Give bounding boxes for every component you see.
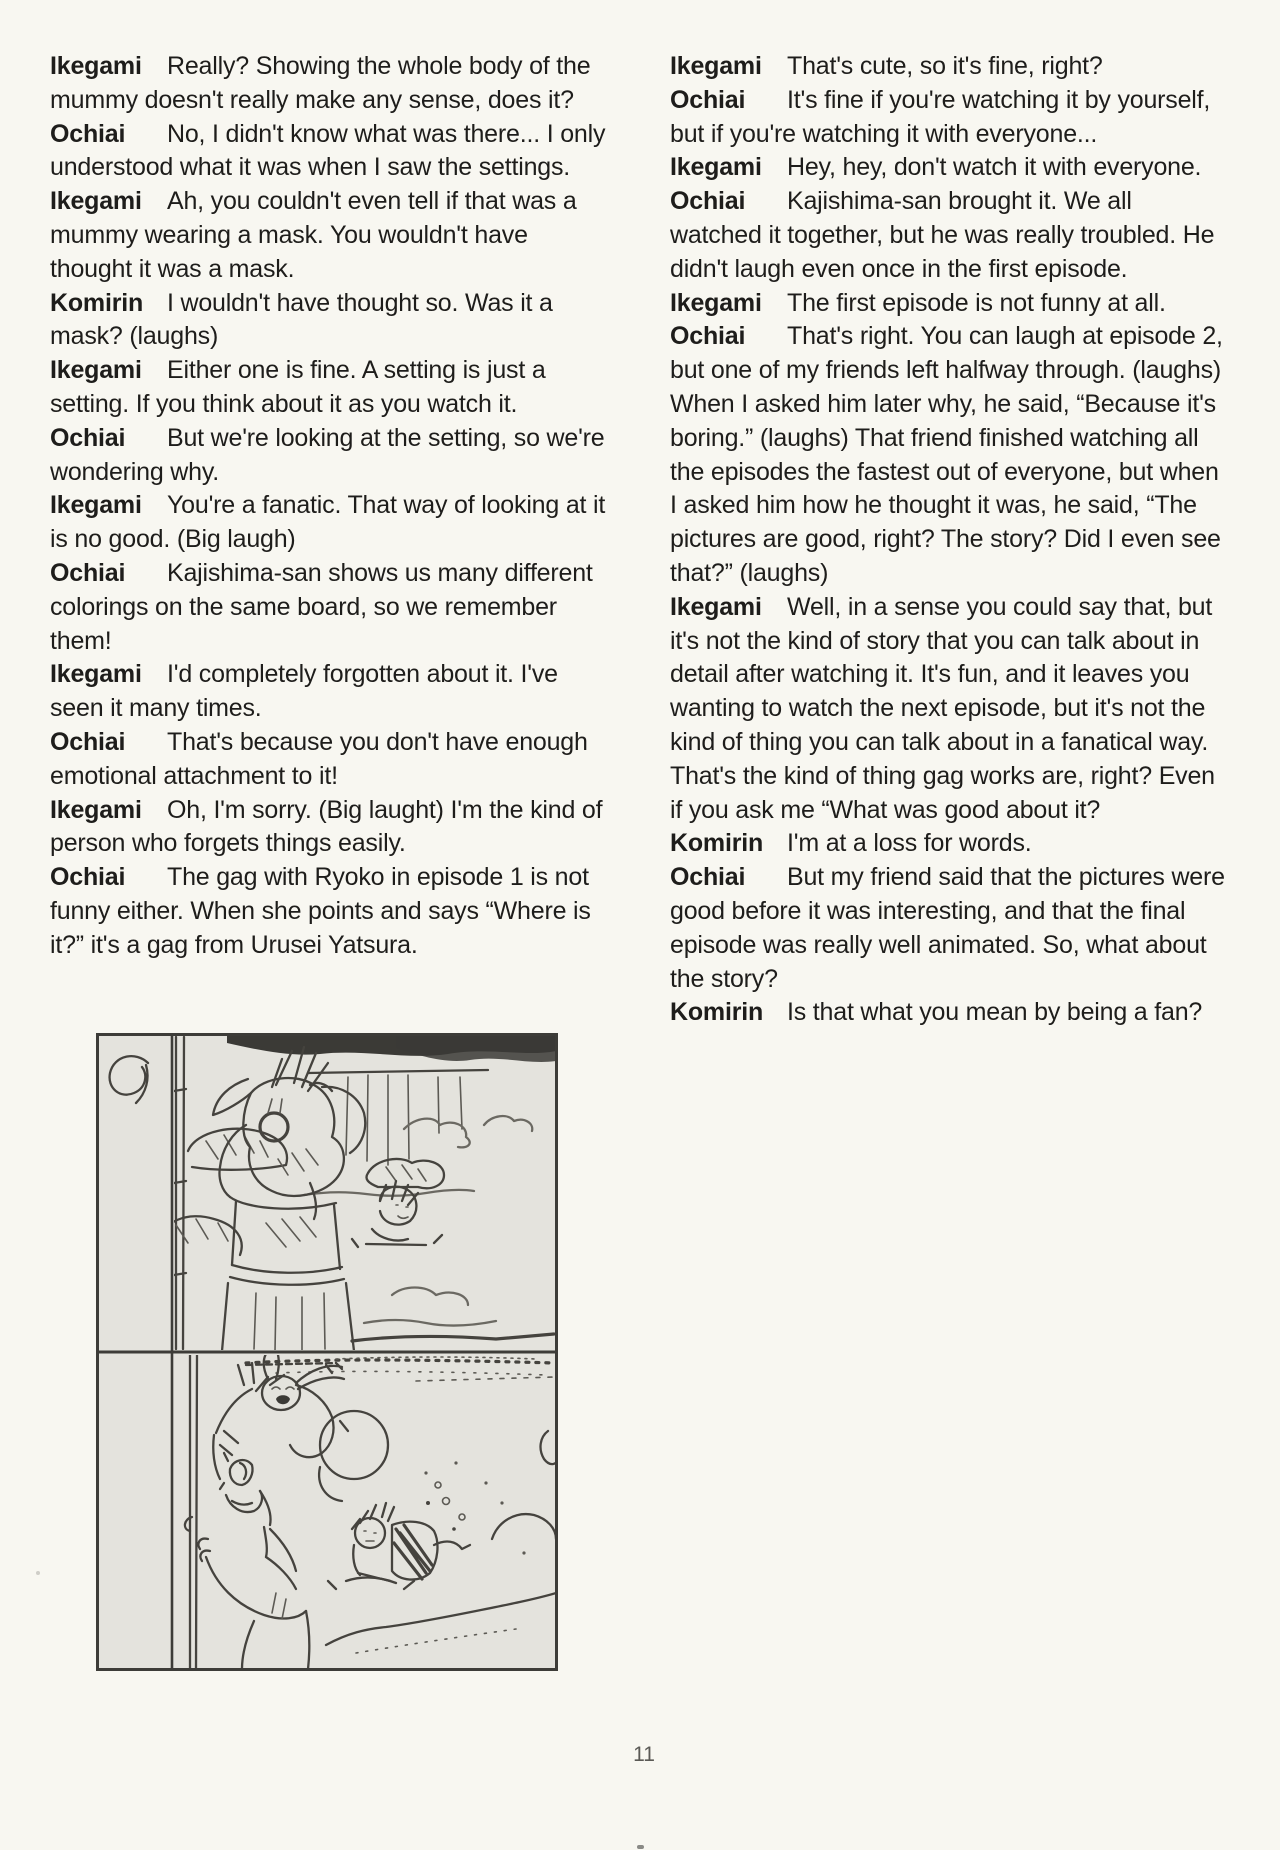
dialogue-speaker: Komirin: [670, 829, 764, 858]
dialogue-column-right: [670, 50, 1226, 1030]
dialogue-paragraph: [50, 658, 610, 726]
dialogue-speaker: Ochiai: [670, 85, 746, 114]
dialogue-text: I wouldn't have thought so. Was it a mask? (laughs): [50, 288, 553, 351]
dialogue-paragraph: [670, 185, 1226, 286]
dialogue-speaker: Ochiai: [670, 863, 746, 892]
dialogue-speaker: Ikegami: [50, 795, 142, 824]
dialogue-text: The gag with Ryoko in episode 1 is not funny either. When she points and says “Where is it?” it's a gag from Urusei Yatsura.: [50, 863, 591, 959]
dialogue-text: The first episode is not funny at all.: [787, 288, 1166, 317]
dialogue-text: Oh, I'm sorry. (Big laught) I'm the kind of person who forgets things easily.: [50, 795, 603, 858]
dialogue-paragraph: [670, 827, 1226, 861]
dialogue-speaker: Ochiai: [50, 119, 126, 148]
dialogue-text: Ah, you couldn't even tell if that was a mummy wearing a mask. You wouldn't have thought it was a mask.: [50, 187, 577, 283]
dialogue-speaker: Ikegami: [50, 52, 142, 80]
dialogue-paragraph: [670, 996, 1226, 1030]
dialogue-paragraph: [50, 354, 610, 422]
dialogue-text: No, I didn't know what was there... I only understood what it was when I saw the settings.: [50, 119, 606, 182]
storyboard-sketch-drawing: [96, 1033, 558, 1671]
bottom-edge-mark: [637, 1845, 644, 1849]
dialogue-speaker: Ochiai: [670, 187, 746, 216]
dialogue-paragraph: [50, 861, 610, 962]
dialogue-text: Is that what you mean by being a fan?: [787, 998, 1203, 1027]
dialogue-speaker: Ikegami: [670, 288, 762, 317]
dialogue-paragraph: [670, 287, 1226, 321]
dialogue-speaker: Ochiai: [50, 863, 126, 892]
dialogue-paragraph: [50, 50, 610, 118]
dialogue-text: Kajishima-san shows us many different colorings on the same board, so we remember them!: [50, 558, 593, 655]
dialogue-paragraph: [670, 151, 1226, 185]
dialogue-speaker: Ikegami: [50, 356, 142, 385]
dialogue-paragraph: [50, 185, 610, 286]
paper-speck: [36, 1571, 40, 1575]
dialogue-text: I'd completely forgotten about it. I've seen it many times.: [50, 660, 558, 723]
dialogue-text: Hey, hey, don't watch it with everyone.: [787, 153, 1202, 182]
page-number: 11: [633, 1743, 655, 1766]
dialogue-paragraph: [670, 50, 1226, 84]
dialogue-text: Either one is fine. A setting is just a setting. If you think about it as you watch it.: [50, 356, 546, 418]
dialogue-speaker: Komirin: [50, 288, 144, 317]
dialogue-text: But we're looking at the setting, so we're wondering why.: [50, 423, 605, 486]
storyboard-sketch-figure: [96, 1033, 558, 1671]
dialogue-speaker: Ikegami: [670, 153, 762, 182]
dialogue-column-left: [50, 50, 610, 963]
dialogue-speaker: Ikegami: [50, 187, 142, 216]
dialogue-text: But my friend said that the pictures were good before it was interesting, and that the final episode was really well animated. So, what about the story?: [670, 863, 1225, 993]
dialogue-speaker: Ikegami: [50, 491, 142, 520]
dialogue-text: That's because you don't have enough emotional attachment to it!: [50, 727, 588, 790]
dialogue-speaker: Ochiai: [670, 322, 746, 351]
dialogue-text: I'm at a loss for words.: [787, 829, 1032, 858]
dialogue-paragraph: [50, 422, 610, 490]
dialogue-speaker: Komirin: [670, 998, 764, 1027]
dialogue-paragraph: [50, 794, 610, 862]
dialogue-text: Really? Showing the whole body of the mummy doesn't really make any sense, does it?: [50, 52, 591, 114]
dialogue-speaker: Ikegami: [670, 592, 762, 621]
dialogue-text: That's cute, so it's fine, right?: [787, 52, 1103, 80]
dialogue-paragraph: [50, 726, 610, 794]
dialogue-speaker: Ochiai: [50, 423, 126, 452]
dialogue-text: You're a fanatic. That way of looking at it is no good. (Big laugh): [50, 491, 606, 554]
dialogue-text: Kajishima-san brought it. We all watched it together, but he was really troubled. He didn't laugh even once in the first episode.: [670, 187, 1215, 283]
dialogue-text: Well, in a sense you could say that, but it's not the kind of story that you can talk about in detail after watching it. It's fun, and it leaves you wanting to watch the next episode, but it's not the kind of thing you can talk about in a fanatical way. That's the kind of thing gag works are, right? Even if you ask me “What was good about it?: [670, 592, 1215, 824]
dialogue-speaker: Ikegami: [50, 660, 142, 689]
dialogue-text: That's right. You can laugh at episode 2, but one of my friends left halfway through. (laughs) When I asked him later why, he said, “Because it's boring.” (laughs) That friend finished watching all the episodes the fastest out of everyone, but when I asked him how he thought it was, he said, “The pictures are good, right? The story? Did I even see that?” (laughs): [670, 322, 1223, 587]
dialogue-text: It's fine if you're watching it by yourself, but if you're watching it with everyone...: [670, 85, 1211, 148]
dialogue-paragraph: [50, 118, 610, 186]
dialogue-paragraph: [670, 84, 1226, 152]
dialogue-speaker: Ochiai: [50, 727, 126, 756]
dialogue-paragraph: [670, 320, 1226, 590]
dialogue-paragraph: [50, 287, 610, 355]
dialogue-paragraph: [670, 591, 1226, 828]
dialogue-speaker: Ochiai: [50, 558, 126, 587]
dialogue-paragraph: [670, 861, 1226, 996]
dialogue-paragraph: [50, 489, 610, 557]
dialogue-paragraph: [50, 557, 610, 658]
dialogue-speaker: Ikegami: [670, 52, 762, 80]
